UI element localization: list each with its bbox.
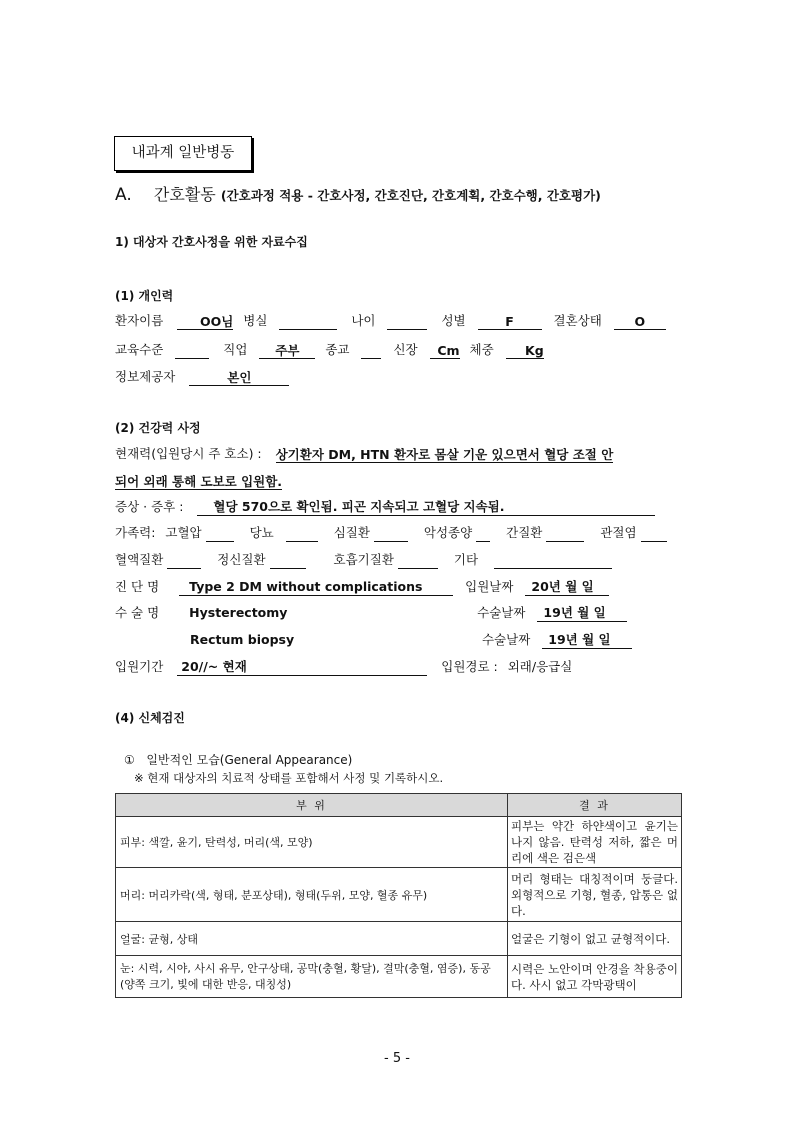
header-part [116, 794, 508, 817]
surgery-1-name: Hysterectomy [189, 605, 288, 620]
family-history-label: 가족력: [115, 525, 156, 540]
general-appearance-heading [124, 751, 352, 768]
job-label: 직업 [223, 342, 248, 357]
religion-blank [361, 343, 381, 359]
admission-route-label: 입원경로 : [441, 659, 498, 674]
symptom-label: 증상 · 증후 : [115, 499, 184, 514]
family-blank-blood [167, 553, 201, 569]
table-row [116, 922, 682, 956]
admission-route-value: 외래/응급실 [507, 659, 573, 674]
family-blank-hypertension [206, 526, 234, 542]
family-blank-other [494, 553, 612, 569]
family-item-other: 기타 [453, 552, 479, 567]
weight-label: 체중 [469, 342, 494, 357]
section-a-heading [115, 184, 601, 207]
height-label: 신장 [393, 342, 418, 357]
informant-value: 본인 [189, 370, 289, 386]
surgery-row-2 [115, 631, 632, 649]
surgery-label: 수 술 명 [115, 605, 160, 620]
family-item-diabetes: 당뇨 [249, 525, 274, 540]
health-history-heading: (2) 건강력 사정 [115, 421, 201, 435]
present-illness-row [115, 445, 613, 463]
row-result-head: 머리 형태는 대칭적이며 둥글다. 외형적으로 기형, 혈종, 압통은 없다. [508, 868, 682, 922]
personal-history-heading: (1) 개인력 [115, 289, 174, 303]
ward-blank [279, 314, 337, 330]
physical-exam-heading: (4) 신체검진 [115, 711, 185, 725]
age-blank [387, 314, 427, 330]
weight-value: Kg [506, 343, 544, 359]
admission-date-label: 입원날짜 [465, 579, 514, 594]
section-a-subtitle: (간호과정 적용 - 간호사정, 간호진단, 간호계획, 간호수행, 간호평가) [220, 188, 601, 203]
diagnosis-label: 진 단 명 [115, 579, 160, 594]
admission-period-value: 20//~ 현재 [177, 659, 427, 676]
family-item-heart: 심질환 [333, 525, 370, 540]
age-label: 나이 [351, 313, 376, 328]
family-item-arthritis: 관절염 [600, 525, 637, 540]
ward-title-box [114, 136, 252, 171]
surgery-2-date-label: 수술날짜 [481, 632, 531, 647]
family-history-row [115, 524, 667, 542]
informant-label: 정보제공자 [115, 369, 176, 384]
religion-label: 종교 [325, 342, 350, 357]
family-item-blood: 혈액질환 [115, 552, 164, 567]
surgery-1-date-value: 19년 월 일 [537, 605, 627, 622]
sex-label: 성별 [441, 313, 466, 328]
general-appearance-table [115, 793, 682, 998]
row-part-head: 머리: 머리카락(색, 형태, 분포상태), 형태(두위, 모양, 혈종 유무) [116, 868, 508, 922]
header-result [508, 794, 682, 817]
patient-name-label: 환자이름 [115, 313, 164, 328]
section-a-letter: A. [115, 185, 132, 205]
diagnosis-row [115, 578, 609, 596]
height-value: Cm [430, 343, 460, 359]
family-history-row-2 [115, 551, 612, 569]
family-blank-heart [374, 526, 408, 542]
job-value: 주부 [259, 343, 315, 359]
admission-period-row [115, 658, 572, 676]
family-blank-liver [546, 526, 584, 542]
table-header-row [116, 794, 682, 817]
family-item-hypertension: 고혈압 [165, 525, 202, 540]
present-illness-row-2 [115, 472, 282, 490]
symptom-value: 혈당 570으로 확인됨. 피곤 지속되고 고혈당 지속됨. [197, 499, 655, 516]
table-row [116, 868, 682, 922]
admission-period-label: 입원기간 [115, 659, 164, 674]
present-illness-label: 현재력(입원당시 주 호소) : [115, 446, 262, 461]
row-result-skin: 피부는 약간 하얀색이고 윤기는 나지 않음. 탄력성 저하, 짧은 머리에 색은 검은색 [508, 817, 682, 868]
personal-row-1 [115, 312, 666, 330]
surgery-2-name: Rectum biopsy [189, 632, 295, 647]
row-part-eyes: 눈: 시력, 시야, 사시 유무, 안구상태, 공막(충혈, 황달), 결막(충혈, 염증), 동공(양쪽 크기, 빛에 대한 반응, 대칭성) [116, 956, 508, 998]
sex-value: F [478, 314, 542, 330]
surgery-row-1 [115, 604, 627, 622]
family-item-respiratory: 호흡기질환 [333, 552, 394, 567]
patient-name-value: OO님 [177, 314, 233, 330]
family-blank-diabetes [286, 526, 318, 542]
page-number: - 5 - [384, 1051, 410, 1066]
item-number: ① [124, 753, 135, 767]
family-item-liver: 간질환 [506, 525, 543, 540]
header-part-label: 부 위 [296, 799, 327, 812]
row-part-skin: 피부: 색깔, 윤기, 탄력성, 머리(색, 모양) [116, 817, 508, 868]
table-row [116, 956, 682, 998]
present-illness-line2: 되어 외래 통해 도보로 입원함. [115, 474, 283, 489]
surgery-1-date-label: 수술날짜 [477, 605, 526, 620]
education-blank [175, 343, 209, 359]
ward-title: 내과계 일반병동 [131, 145, 235, 161]
family-blank-cancer [476, 526, 490, 542]
marital-label: 결혼상태 [553, 313, 602, 328]
admission-date-value: 20년 월 일 [525, 579, 609, 596]
personal-row-2 [115, 341, 544, 359]
family-item-mental: 정신질환 [217, 552, 266, 567]
family-blank-mental [270, 553, 306, 569]
section-a-title: 간호활동 [153, 185, 216, 204]
general-appearance-title: 일반적인 모습(General Appearance) [146, 753, 353, 767]
family-blank-arthritis [641, 526, 667, 542]
assessment-note: ※ 현재 대상자의 치료적 상태를 포함해서 사정 및 기록하시오. [134, 771, 444, 785]
row-part-face: 얼굴: 균형, 상태 [116, 922, 508, 956]
table-row [116, 817, 682, 868]
subsection-1-heading: 1) 대상자 간호사정을 위한 자료수집 [115, 235, 308, 249]
personal-row-3 [115, 368, 289, 386]
family-item-cancer: 악성종양 [423, 525, 473, 540]
family-blank-respiratory [398, 553, 438, 569]
marital-value: O [614, 314, 666, 330]
diagnosis-value: Type 2 DM without complications [179, 579, 453, 596]
row-result-face: 얼굴은 기형이 없고 균형적이다. [508, 922, 682, 956]
symptom-row [115, 498, 655, 516]
row-result-eyes: 시력은 노안이며 안경을 착용중이다. 사시 없고 각막광택이 [508, 956, 682, 998]
education-label: 교육수준 [115, 342, 164, 357]
surgery-2-date-value: 19년 월 일 [542, 632, 632, 649]
header-result-label: 결 과 [579, 799, 610, 812]
present-illness-line1: 상기환자 DM, HTN 환자로 몸살 기운 있으면서 혈당 조절 안 [275, 447, 614, 462]
ward-label: 병실 [243, 313, 268, 328]
